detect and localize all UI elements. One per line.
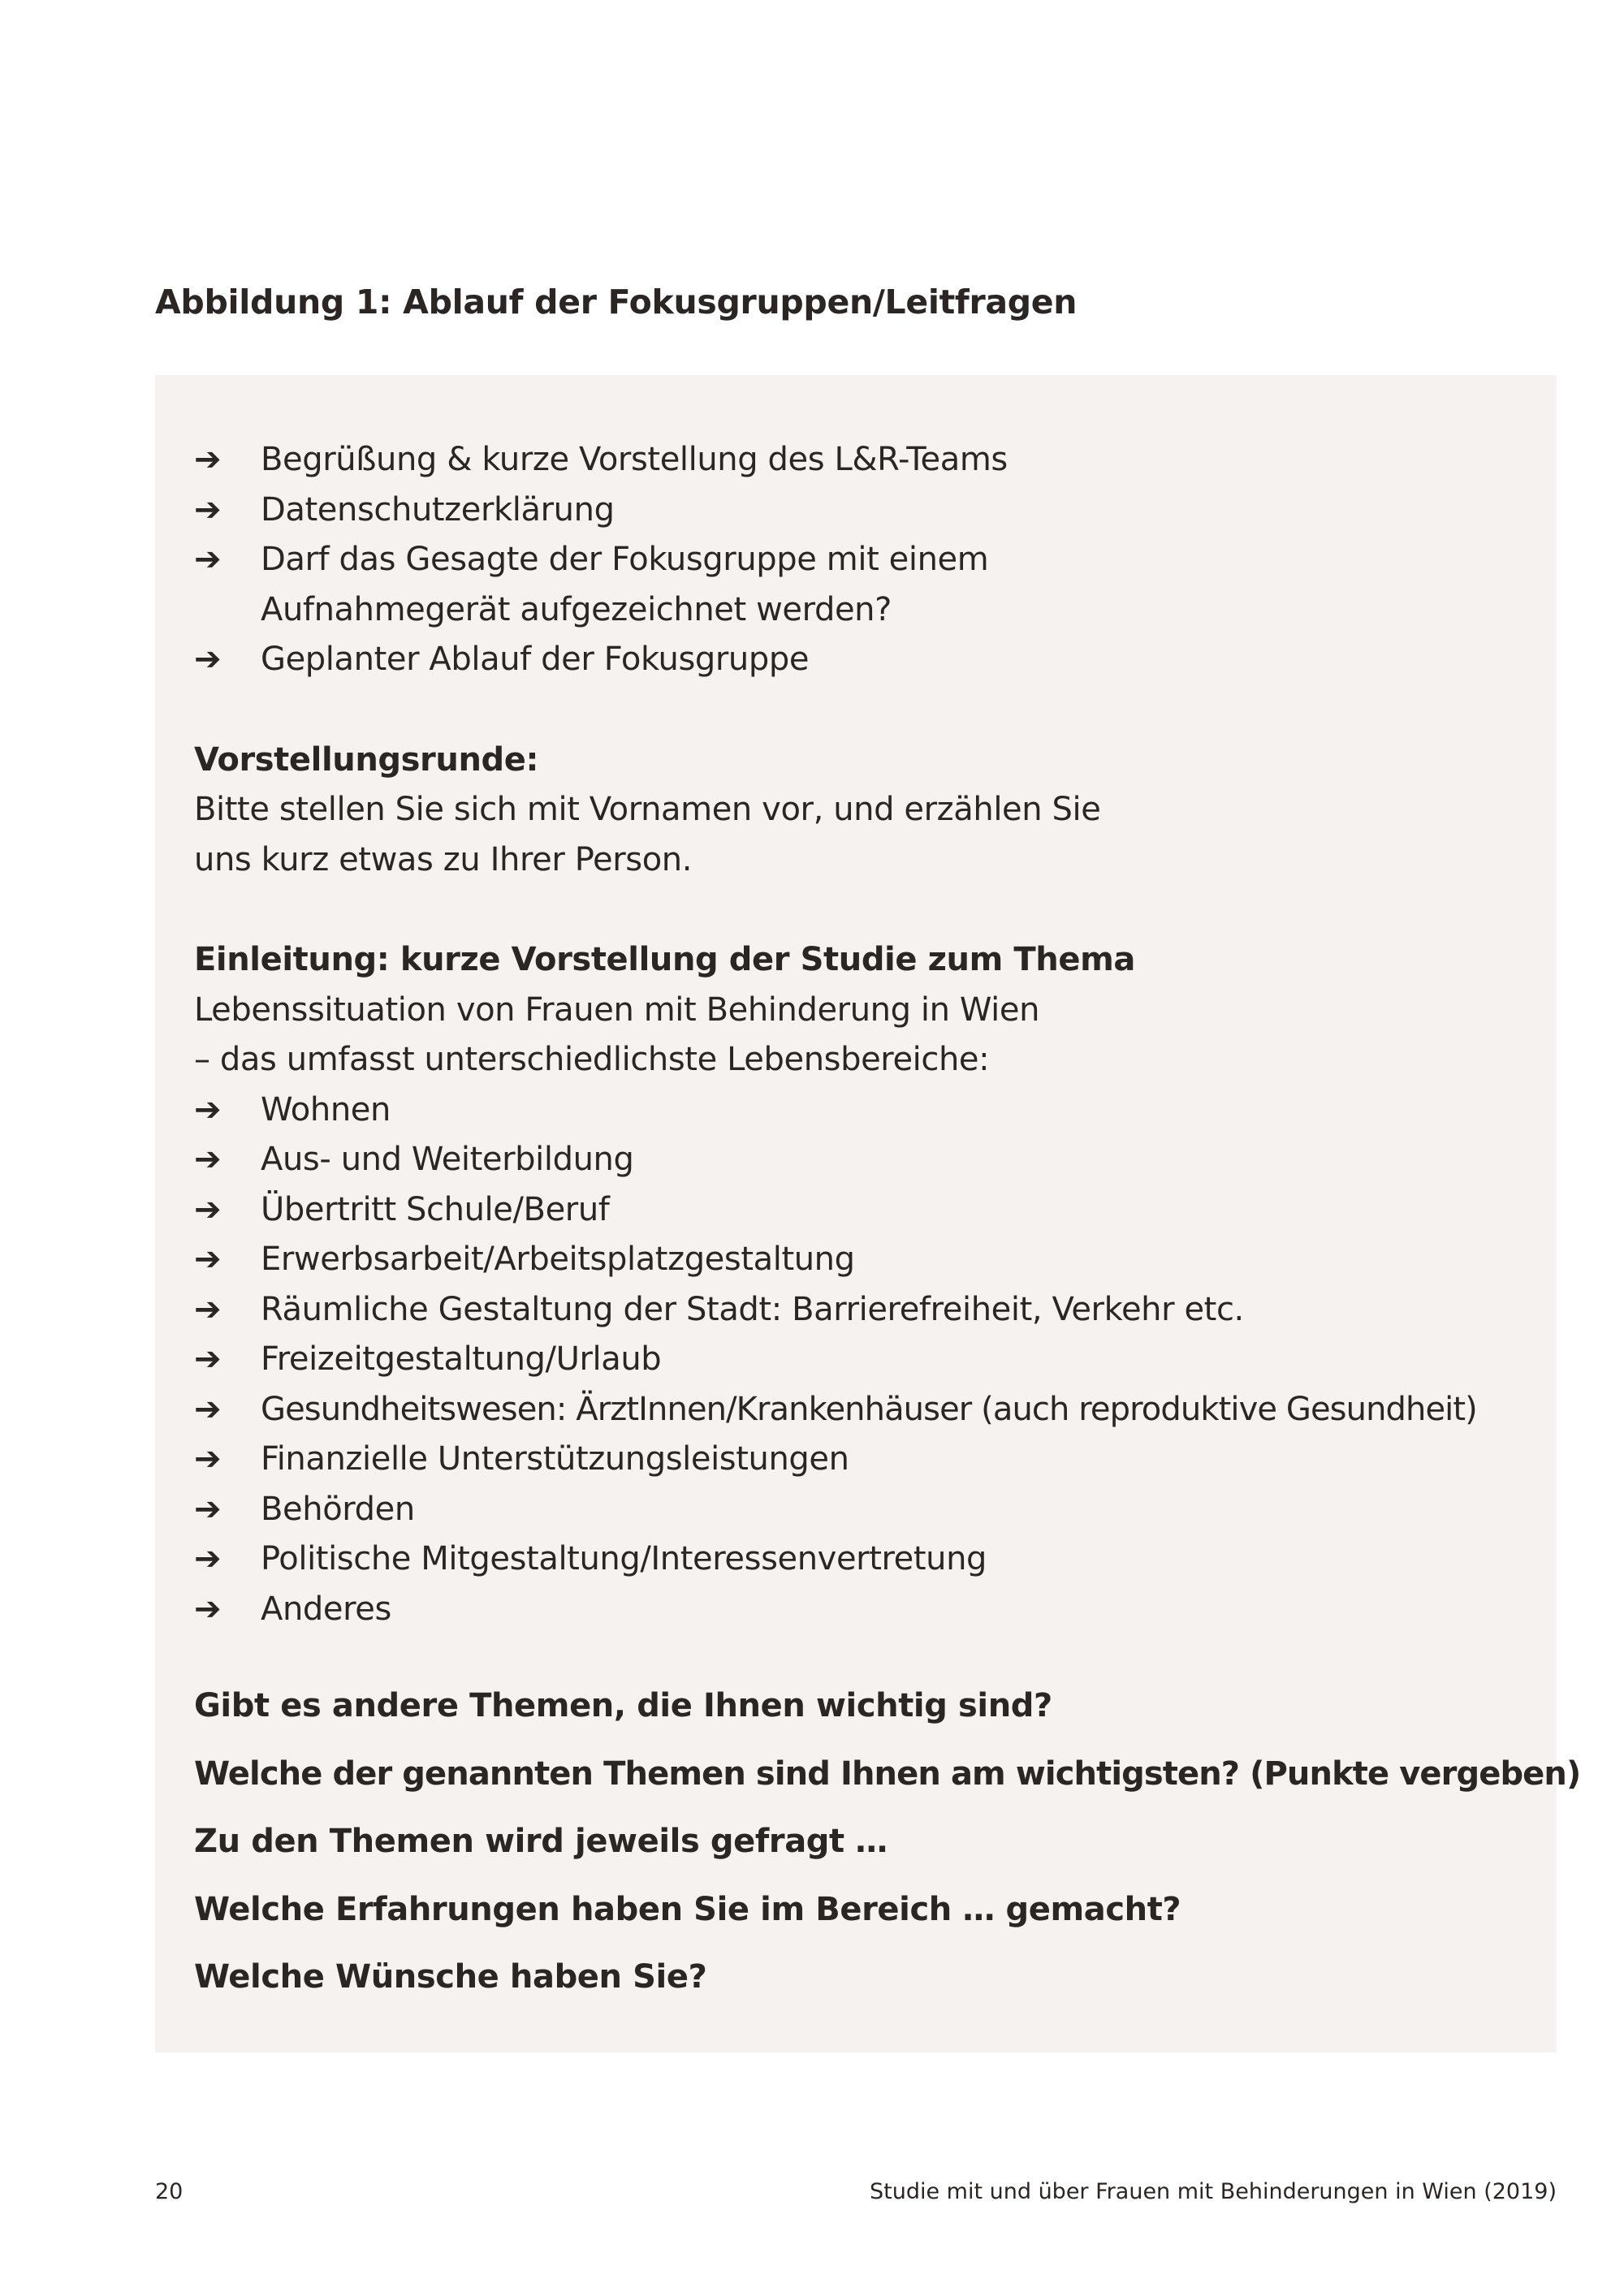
- arrow-icon: ➔: [194, 1141, 222, 1178]
- intro-item-4: [194, 635, 1540, 685]
- arrow-icon: ➔: [194, 641, 222, 678]
- life-area-text: Gesundheitswesen: ÄrztInnen/Krankenhäuser (auch reproduktive Gesundheit): [261, 1390, 1477, 1428]
- einleitung-text-line: Lebenssituation von Frauen mit Behinderung in Wien: [194, 990, 1040, 1029]
- life-area-item: [194, 1185, 1540, 1236]
- arrow-icon: ➔: [194, 1090, 222, 1129]
- question-experiences: Welche Erfahrungen haben Sie im Bereich … gemacht?: [194, 1890, 1181, 1928]
- running-footer-title: Studie mit und über Frauen mit Behinderungen in Wien (2019): [869, 2179, 1557, 2204]
- arrow-icon: ➔: [194, 1241, 222, 1278]
- arrow-icon: ➔: [194, 1390, 222, 1428]
- arrow-icon: ➔: [194, 441, 222, 478]
- life-area-text: Erwerbsarbeit/Arbeitsplatzgestaltung: [261, 1241, 855, 1278]
- arrow-icon: ➔: [194, 1540, 222, 1577]
- arrow-icon: ➔: [194, 1440, 222, 1478]
- intro-item-3: [194, 535, 1540, 635]
- life-area-text: Behörden: [261, 1490, 415, 1528]
- einleitung-text-line: – das umfasst unterschiedlichste Lebensbereiche:: [194, 1041, 990, 1078]
- life-area-text: Finanzielle Unterstützungsleistungen: [261, 1440, 849, 1478]
- intro-item-text-continued: Aufnahmegerät aufgezeichnet werden?: [261, 590, 892, 628]
- vorstellungsrunde-text-line: uns kurz etwas zu Ihrer Person.: [194, 840, 693, 878]
- life-area-text: Wohnen: [261, 1090, 391, 1129]
- intro-item-text: Begrüßung & kurze Vorstellung des L&R-Teams: [261, 441, 1008, 478]
- arrow-icon: ➔: [194, 1340, 222, 1378]
- einleitung-heading: Einleitung: kurze Vorstellung der Studie zum Thema: [194, 941, 1135, 978]
- life-area-item: [194, 1435, 1540, 1485]
- question-most-important-topics: Welche der genannten Themen sind Ihnen am wichtigsten? (Punkte vergeben): [194, 1754, 1581, 1793]
- question-other-topics: Gibt es andere Themen, die Ihnen wichtig sind?: [194, 1687, 1052, 1724]
- life-area-item: [194, 1235, 1540, 1285]
- intro-item-1: [194, 435, 1540, 486]
- arrow-icon: ➔: [194, 1590, 222, 1628]
- life-area-item: [194, 1085, 1540, 1136]
- arrow-icon: ➔: [194, 1490, 222, 1528]
- life-area-item: [194, 1585, 1540, 1635]
- page-number: 20: [155, 2179, 184, 2204]
- focus-group-guide-box: [155, 375, 1581, 2052]
- life-area-item: [194, 1534, 1540, 1585]
- life-area-text: Anderes: [261, 1590, 391, 1628]
- question-wishes: Welche Wünsche haben Sie?: [194, 1958, 707, 1996]
- life-area-text: Politische Mitgestaltung/Interessenvertretung: [261, 1540, 987, 1577]
- life-area-item: [194, 1135, 1540, 1185]
- life-area-text: Räumliche Gestaltung der Stadt: Barrierefreiheit, Verkehr etc.: [261, 1290, 1244, 1328]
- life-area-text: Aus- und Weiterbildung: [261, 1141, 634, 1178]
- guide-content: [194, 435, 1581, 2003]
- intro-item-text: Geplanter Ablauf der Fokusgruppe: [261, 641, 810, 678]
- intro-item-text: Datenschutzerklärung: [261, 490, 615, 529]
- life-area-text: Freizeitgestaltung/Urlaub: [261, 1340, 662, 1378]
- arrow-icon: ➔: [194, 1290, 222, 1328]
- life-area-item: [194, 1385, 1540, 1435]
- life-area-item: [194, 1485, 1540, 1535]
- intro-item-2: [194, 486, 1540, 536]
- arrow-icon: ➔: [194, 1190, 222, 1228]
- life-area-text: Übertritt Schule/Beruf: [261, 1190, 610, 1228]
- arrow-icon: ➔: [194, 490, 222, 529]
- vorstellungsrunde-text-line: Bitte stellen Sie sich mit Vornamen vor, und erzählen Sie: [194, 791, 1101, 828]
- figure-title: Abbildung 1: Ablauf der Fokusgruppen/Leitfragen: [155, 283, 1078, 322]
- intro-item-text: Darf das Gesagte der Fokusgruppe mit einem: [261, 541, 989, 578]
- vorstellungsrunde-heading: Vorstellungsrunde:: [194, 740, 539, 779]
- question-per-topic-intro: Zu den Themen wird jeweils gefragt …: [194, 1823, 888, 1860]
- arrow-icon: ➔: [194, 541, 222, 578]
- life-area-item: [194, 1335, 1540, 1385]
- life-area-item: [194, 1285, 1540, 1336]
